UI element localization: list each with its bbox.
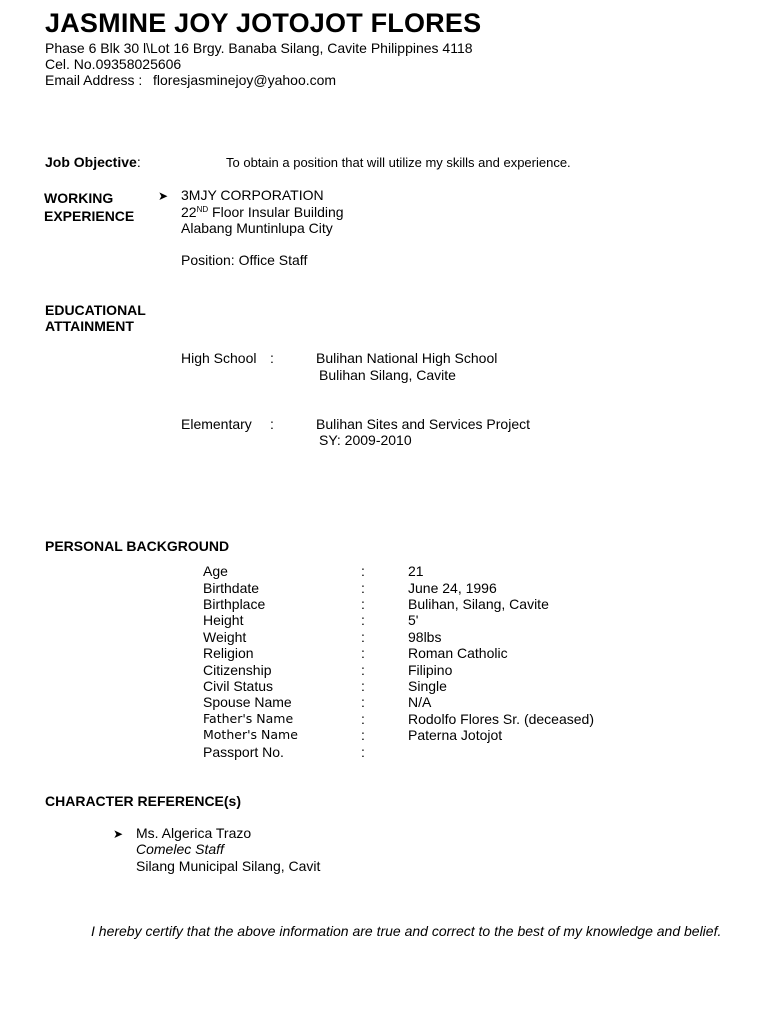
personal-label: Weight xyxy=(203,629,247,645)
address: Phase 6 Blk 30 l\Lot 16 Brgy. Banaba Silang, Cavite Philippines 4118 xyxy=(45,40,473,56)
personal-colon: : xyxy=(361,629,365,645)
work-city: Alabang Muntinlupa City xyxy=(181,220,333,236)
personal-value: N/A xyxy=(408,694,432,710)
work-company: 3MJY CORPORATION xyxy=(181,187,324,203)
personal-colon: : xyxy=(361,694,365,710)
personal-value: Bulihan, Silang, Cavite xyxy=(408,596,549,612)
personal-colon: : xyxy=(361,678,365,694)
cel-number: Cel. No.09358025606 xyxy=(45,56,182,72)
personal-colon: : xyxy=(361,596,365,612)
personal-label: Religion xyxy=(203,645,254,661)
education-colon: : xyxy=(270,416,274,432)
reference-name: Ms. Algerica Trazo xyxy=(136,825,252,841)
personal-colon: : xyxy=(361,711,365,727)
education-colon: : xyxy=(270,350,274,366)
personal-colon: : xyxy=(361,580,365,596)
personal-value: Single xyxy=(408,678,447,694)
work-label-2: EXPERIENCE xyxy=(44,208,135,224)
work-position: Position: Office Staff xyxy=(181,252,308,268)
work-floor-suffix: ND xyxy=(196,205,209,214)
work-floor-number: 22 xyxy=(181,204,197,220)
education-level: Elementary xyxy=(181,416,252,432)
education-detail: Bulihan Silang, Cavite xyxy=(319,367,456,383)
personal-label: Birthplace xyxy=(203,596,266,612)
personal-colon: : xyxy=(361,612,365,628)
personal-value: 21 xyxy=(408,563,424,579)
education-school: Bulihan Sites and Services Project xyxy=(316,416,530,432)
personal-label: Citizenship xyxy=(203,662,272,678)
personal-label: Mother's Name xyxy=(203,727,298,742)
personal-value: Rodolfo Flores Sr. (deceased) xyxy=(408,711,594,727)
education-level: High School xyxy=(181,350,257,366)
reference-place: Silang Municipal Silang, Cavit xyxy=(136,858,321,874)
reference-bullet-icon: ➤ xyxy=(113,827,124,841)
personal-label: Age xyxy=(203,563,228,579)
email-label: Email Address : xyxy=(45,72,143,88)
objective-colon: : xyxy=(136,154,141,170)
personal-colon: : xyxy=(361,744,365,760)
work-floor xyxy=(181,204,344,220)
reference-heading: CHARACTER REFERENCE(s) xyxy=(45,793,242,809)
personal-label: Civil Status xyxy=(203,678,274,694)
personal-value: June 24, 1996 xyxy=(408,580,497,596)
objective-text: To obtain a position that will utilize my skills and experience. xyxy=(226,155,571,170)
personal-colon: : xyxy=(361,563,365,579)
certification-statement: I hereby certify that the above information are true and correct to the best of my knowledge and belief. xyxy=(91,923,722,939)
work-floor-building: Floor Insular Building xyxy=(208,204,344,220)
personal-heading: PERSONAL BACKGROUND xyxy=(45,538,230,554)
email-address: floresjasminejoy@yahoo.com xyxy=(153,72,337,88)
personal-label: Father's Name xyxy=(203,711,294,726)
personal-colon: : xyxy=(361,662,365,678)
applicant-name: JASMINE JOY JOTOJOT FLORES xyxy=(45,8,482,38)
work-label-1: WORKING xyxy=(44,190,114,206)
personal-colon: : xyxy=(361,645,365,661)
personal-label: Passport No. xyxy=(203,744,284,760)
education-detail: SY: 2009-2010 xyxy=(319,432,412,448)
reference-title: Comelec Staff xyxy=(136,841,224,857)
personal-value: Paterna Jotojot xyxy=(408,727,503,743)
personal-label: Birthdate xyxy=(203,580,260,596)
personal-value: Filipino xyxy=(408,662,453,678)
personal-label: Spouse Name xyxy=(203,694,292,710)
personal-value: 98lbs xyxy=(408,629,442,645)
objective-heading xyxy=(45,154,141,170)
personal-label: Height xyxy=(203,612,244,628)
education-school: Bulihan National High School xyxy=(316,350,498,366)
personal-value: 5' xyxy=(408,612,419,628)
education-label-1: EDUCATIONAL xyxy=(45,302,146,318)
personal-colon: : xyxy=(361,727,365,743)
education-label-2: ATTAINMENT xyxy=(45,318,134,334)
objective-label: Job Objective xyxy=(45,154,137,170)
personal-value: Roman Catholic xyxy=(408,645,508,661)
work-bullet-icon: ➤ xyxy=(158,189,169,203)
